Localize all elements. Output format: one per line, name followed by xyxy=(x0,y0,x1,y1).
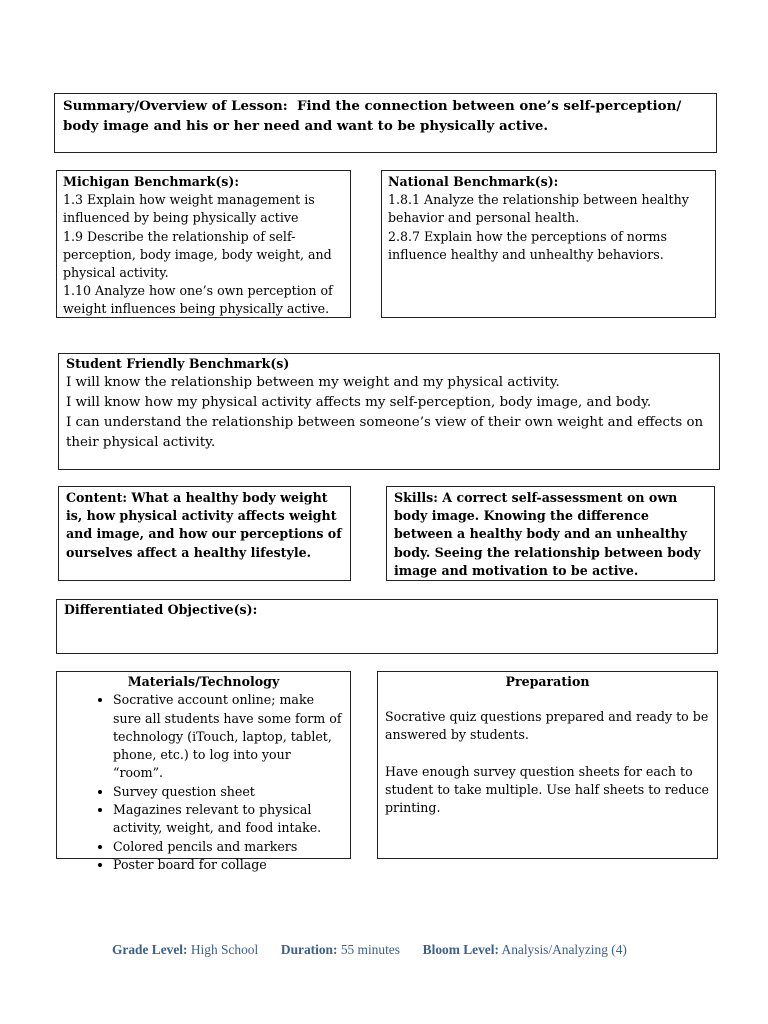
list-item: • Colored pencils and markers xyxy=(113,838,344,856)
list-item: • Socrative account online; make sure all students have some form of technology (iTouch, laptop, tablet, phone, etc.) to log into your “room”. xyxy=(113,691,344,782)
materials-box xyxy=(56,671,351,872)
student-benchmark-title: Student Friendly Benchmark(s) xyxy=(66,356,290,371)
michigan-benchmark-title: Michigan Benchmark(s): xyxy=(63,174,239,189)
duration-value: 55 minutes xyxy=(340,942,400,957)
national-benchmark-item: 2.8.7 Explain how the perceptions of norms influence healthy and unhealthy behaviors. xyxy=(388,228,667,262)
materials-list xyxy=(63,691,344,874)
content-box xyxy=(58,486,351,581)
list-item: • Magazines relevant to physical activity, weight, and food intake. xyxy=(113,801,344,838)
student-benchmark-item: I will know how my physical activity affects my self-perception, body image, and body. xyxy=(66,395,652,410)
preparation-paragraph: Have enough survey question sheets for each to student to take multiple. Use half sheets to reduce printing. xyxy=(385,763,709,816)
skills-text: Skills: A correct self-assessment on own body image. Knowing the difference between a healthy body and an unhealthy body. Seeing the relationship between body image and motivation to be active. xyxy=(394,490,701,578)
grade-level-label: Grade Level: xyxy=(112,942,188,957)
bloom-level-label: Bloom Level: xyxy=(422,942,499,957)
footer xyxy=(112,942,627,958)
list-item: • Survey question sheet xyxy=(113,783,344,801)
national-benchmark-item: 1.8.1 Analyze the relationship between healthy behavior and personal health. xyxy=(388,192,689,226)
bloom-level-value: Analysis/Analyzing (4) xyxy=(501,942,627,957)
michigan-benchmark-item: 1.9 Describe the relationship of self-perception, body image, body weight, and physical activity. xyxy=(63,228,332,281)
preparation-box xyxy=(377,671,718,859)
duration-label: Duration: xyxy=(280,942,338,957)
grade-level-value: High School xyxy=(190,942,259,957)
michigan-benchmark-box xyxy=(56,170,351,318)
student-benchmark-item: I can understand the relationship between someone’s view of their own weight and effects on their physical activity. xyxy=(66,414,704,450)
preparation-title: Preparation xyxy=(505,674,590,689)
summary-label: Summary/Overview of Lesson: xyxy=(63,98,288,114)
summary-body: Find the connection between one’s self-perception/ body image and his or her need and want to be physically active. xyxy=(63,98,682,134)
summary-box xyxy=(54,93,717,153)
preparation-paragraph: Socrative quiz questions prepared and ready to be answered by students. xyxy=(385,709,709,743)
michigan-benchmark-item: 1.3 Explain how weight management is influenced by being physically active xyxy=(63,192,315,226)
summary-text xyxy=(63,97,708,137)
differentiated-objective-box xyxy=(56,599,718,654)
national-benchmark-title: National Benchmark(s): xyxy=(388,174,559,189)
content-text: Content: What a healthy body weight is, how physical activity affects weight and image, and how our perceptions of ourselves affect a healthy lifestyle. xyxy=(66,490,342,560)
student-benchmark-item: I will know the relationship between my weight and my physical activity. xyxy=(66,375,560,391)
student-benchmark-box xyxy=(58,353,720,470)
materials-title: Materials/Technology xyxy=(127,674,280,689)
michigan-benchmark-item: 1.10 Analyze how one’s own perception of weight influences being physically active. xyxy=(63,283,333,317)
list-item: • Poster board for collage xyxy=(113,856,344,874)
national-benchmark-box xyxy=(381,170,716,318)
skills-box xyxy=(386,486,715,581)
differentiated-objective-title: Differentiated Objective(s): xyxy=(64,602,258,617)
